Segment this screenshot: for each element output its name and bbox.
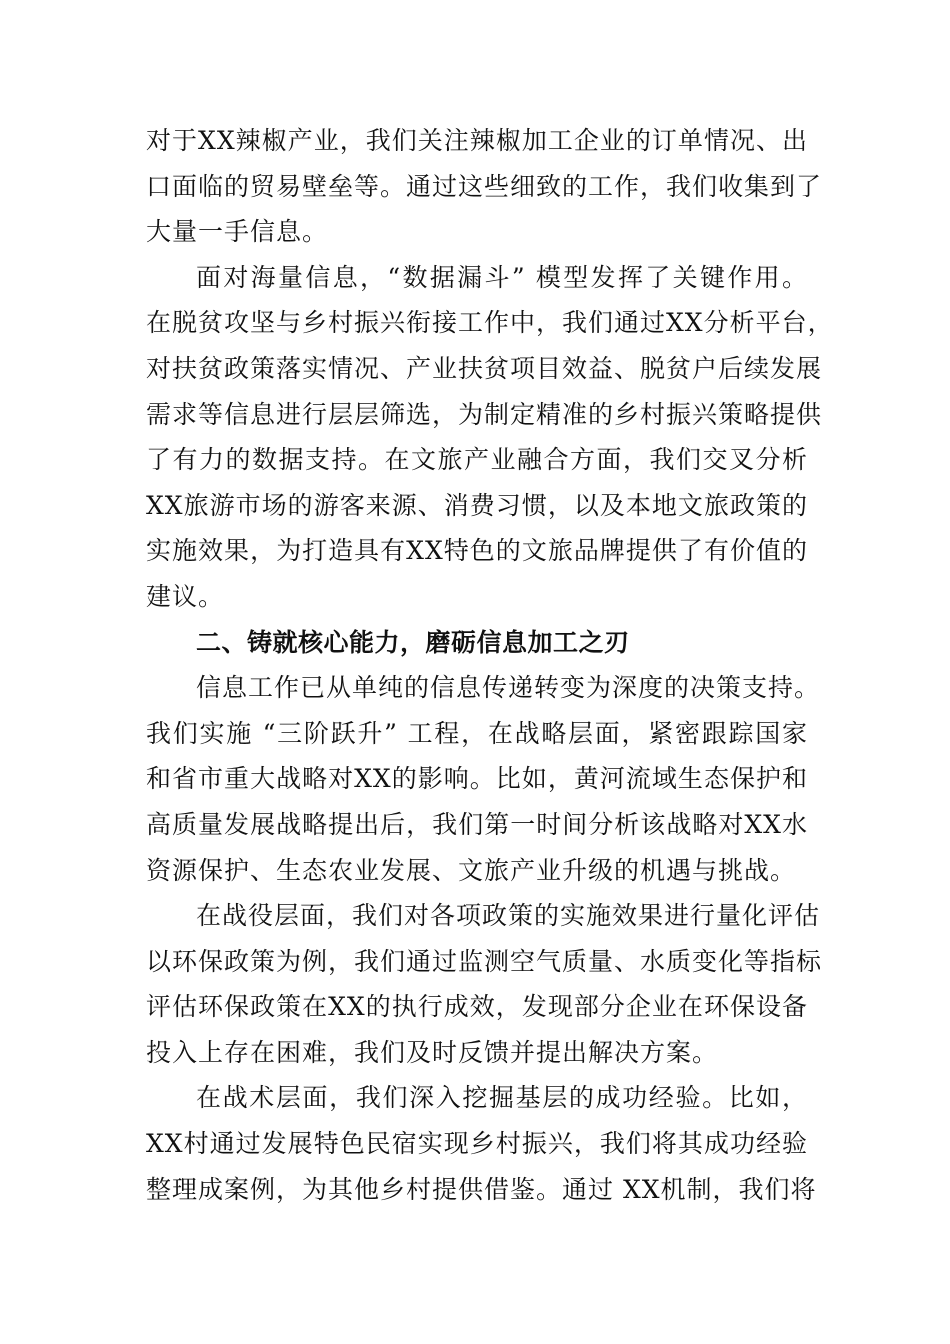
section-heading: 二、铸就核心能力，磨砺信息加工之刃 [196,627,630,657]
text-line: XX村通过发展特色民宿实现乡村振兴，我们将其成功经验 [146,1129,808,1159]
text-line: 资源保护、生态农业发展、文旅产业升级的机遇与挑战。 [146,855,797,885]
text-line: 需求等信息进行层层筛选，为制定精准的乡村振兴策略提供 [146,399,823,429]
paragraph-start: 在战役层面，我们对各项政策的实施效果进行量化评估 [196,901,821,931]
paragraph-start: 面对海量信息，“数据漏斗” 模型发挥了关键作用。 [196,262,808,292]
text-line: 大量一手信息。 [146,217,329,247]
text-line: 了有力的数据支持。在文旅产业融合方面，我们交叉分析 [146,445,808,475]
text-line: 实施效果，为打造具有XX特色的文旅品牌提供了有价值的 [146,536,808,566]
text-line: 评估环保政策在XX的执行成效，发现部分企业在环保设备 [146,992,808,1022]
paragraph-start: 在战术层面，我们深入挖掘基层的成功经验。比如， [196,1083,808,1113]
text-line: 对于XX辣椒产业，我们关注辣椒加工企业的订单情况、出 [146,126,808,155]
text-line: XX旅游市场的游客来源、消费习惯，以及本地文旅政策的 [146,490,808,520]
text-line: 建议。 [146,581,225,611]
text-line: 高质量发展战略提出后，我们第一时间分析该战略对XX水 [146,809,808,839]
text-line: 以环保政策为例，我们通过监测空气质量、水质变化等指标 [146,946,823,976]
text-line: 口面临的贸易壁垒等。通过这些细致的工作，我们收集到了 [146,171,823,201]
paragraph-start: 信息工作已从单纯的信息传递转变为深度的决策支持。 [196,673,821,703]
text-line: 投入上存在困难，我们及时反馈并提出解决方案。 [146,1037,719,1067]
text-line: 在脱贫攻坚与乡村振兴衔接工作中，我们通过XX分析平台， [146,308,834,338]
document-body [146,118,834,1212]
text-line: 整理成案例，为其他乡村提供借鉴。通过 XX机制，我们将 [146,1174,817,1204]
text-line: 对扶贫政策落实情况、产业扶贫项目效益、脱贫户后续发展 [146,353,823,383]
text-line: 和省市重大战略对XX的影响。比如，黄河流域生态保护和 [146,764,808,794]
text-line: 我们实施 “三阶跃升” 工程，在战略层面，紧密跟踪国家 [146,718,808,748]
